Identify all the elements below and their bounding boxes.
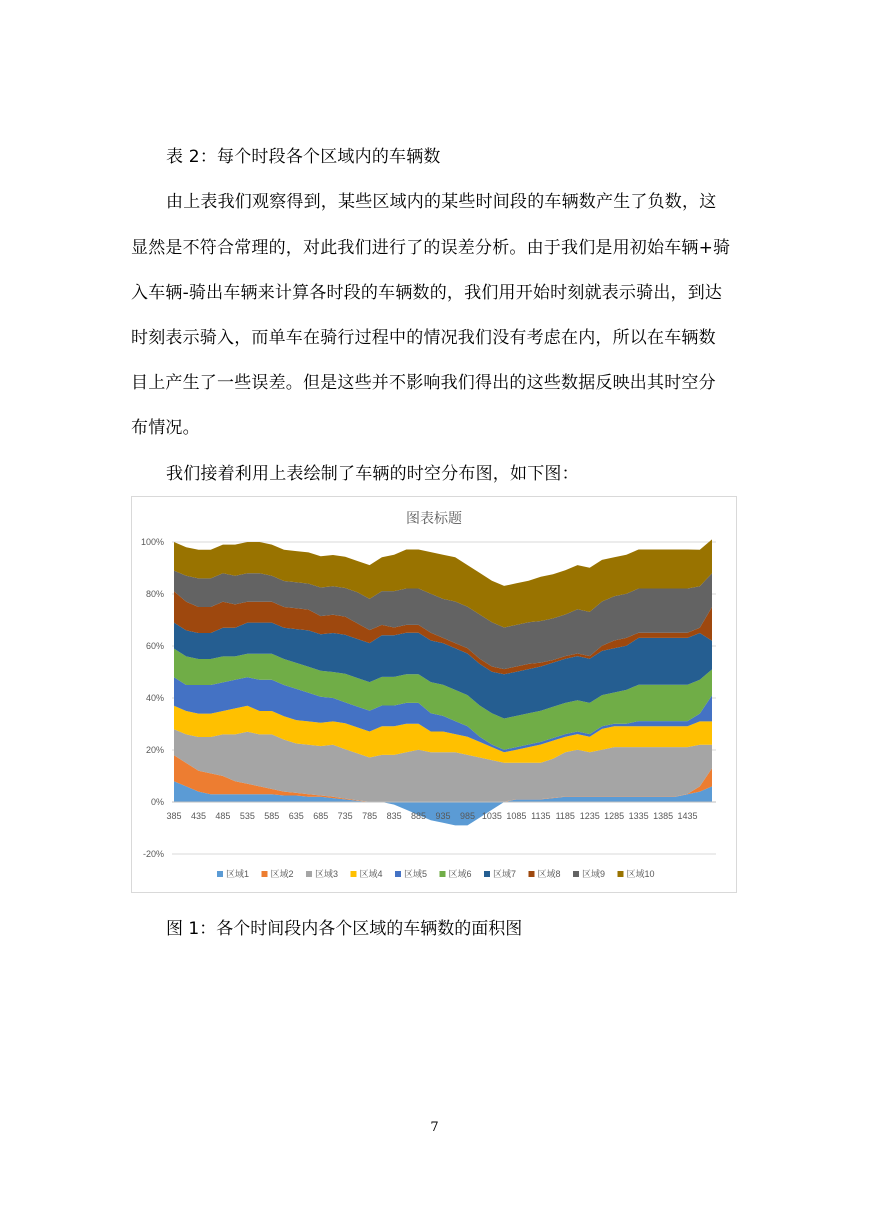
paragraph-2: 我们接着利用上表绘制了车辆的时空分布图，如下图： xyxy=(166,464,579,484)
x-tick-label: 1135 xyxy=(531,811,551,821)
x-tick-label: 1385 xyxy=(653,811,674,821)
legend-label: 区域2 xyxy=(270,869,294,879)
x-tick-label: 685 xyxy=(313,811,329,821)
y-tick-label: 100% xyxy=(140,537,164,547)
legend-label: 区域9 xyxy=(582,869,606,879)
legend-swatch xyxy=(306,871,312,877)
chart-title: 图表标题 xyxy=(406,510,462,526)
y-tick-label: 20% xyxy=(145,745,164,755)
x-tick-label: 985 xyxy=(459,811,475,821)
page-number: 7 xyxy=(430,1120,439,1135)
x-tick-label: 435 xyxy=(190,811,206,821)
y-tick-label: 60% xyxy=(145,641,164,651)
legend-label: 区域3 xyxy=(315,869,339,879)
x-tick-label: 1285 xyxy=(604,811,625,821)
y-tick-label: 40% xyxy=(145,693,164,703)
legend-swatch xyxy=(262,871,268,877)
legend-swatch xyxy=(351,871,357,877)
x-tick-label: 385 xyxy=(166,811,182,821)
paragraph-line-2: 显然是不符合常理的，对此我们进行了的误差分析。由于我们是用初始车辆+骑 xyxy=(131,238,731,258)
x-tick-label: 935 xyxy=(435,811,451,821)
legend-label: 区域1 xyxy=(226,869,250,879)
x-tick-label: 1035 xyxy=(481,811,502,821)
legend-label: 区域6 xyxy=(448,869,472,879)
legend-swatch xyxy=(618,871,624,877)
paragraph-line-4: 时刻表示骑入，而单车在骑行过程中的情况我们没有考虑在内，所以在车辆数 xyxy=(131,328,716,348)
paragraph-line-5: 目上产生了一些误差。但是这些并不影响我们得出的这些数据反映出其时空分 xyxy=(131,373,716,393)
legend-swatch xyxy=(440,871,446,877)
legend-label: 区域7 xyxy=(493,869,517,879)
y-tick-label: 80% xyxy=(145,589,164,599)
figure-caption: 图 1：各个时间段内各个区域的车辆数的面积图 xyxy=(166,919,523,939)
x-tick-label: 1435 xyxy=(677,811,698,821)
table-caption: 表 2：每个时段各个区域内的车辆数 xyxy=(166,147,441,167)
legend-swatch xyxy=(484,871,490,877)
legend-swatch xyxy=(529,871,535,877)
legend-swatch xyxy=(217,871,223,877)
chart-legend xyxy=(217,868,655,879)
paragraph-line-1: 由上表我们观察得到，某些区域内的某些时间段的车辆数产生了负数，这 xyxy=(166,192,717,212)
x-tick-label: 585 xyxy=(264,811,280,821)
x-tick-label: 1335 xyxy=(628,811,649,821)
y-tick-label: 0% xyxy=(150,797,164,807)
legend-label: 区域10 xyxy=(626,869,655,879)
paragraph-line-3: 入车辆-骑出车辆来计算各时段的车辆数的，我们用开始时刻就表示骑出，到达 xyxy=(131,283,723,303)
x-tick-label: 1235 xyxy=(579,811,600,821)
x-tick-label: 1085 xyxy=(506,811,527,821)
chart-areas xyxy=(174,539,712,825)
x-tick-label: 635 xyxy=(288,811,304,821)
x-tick-label: 885 xyxy=(411,811,427,821)
x-tick-label: 835 xyxy=(386,811,402,821)
legend-label: 区域8 xyxy=(537,869,561,879)
x-tick-label: 485 xyxy=(215,811,231,821)
x-tick-label: 735 xyxy=(337,811,353,821)
x-tick-label: 535 xyxy=(239,811,255,821)
y-tick-label: -20% xyxy=(142,849,164,859)
legend-label: 区域4 xyxy=(359,869,383,879)
legend-swatch xyxy=(395,871,401,877)
legend-label: 区域5 xyxy=(404,869,428,879)
x-tick-label: 785 xyxy=(362,811,378,821)
paragraph-line-6: 布情况。 xyxy=(131,418,200,438)
chart-frame xyxy=(131,496,737,893)
x-tick-label: 1185 xyxy=(555,811,575,821)
stacked-area-chart xyxy=(132,497,736,892)
legend-swatch xyxy=(573,871,579,877)
